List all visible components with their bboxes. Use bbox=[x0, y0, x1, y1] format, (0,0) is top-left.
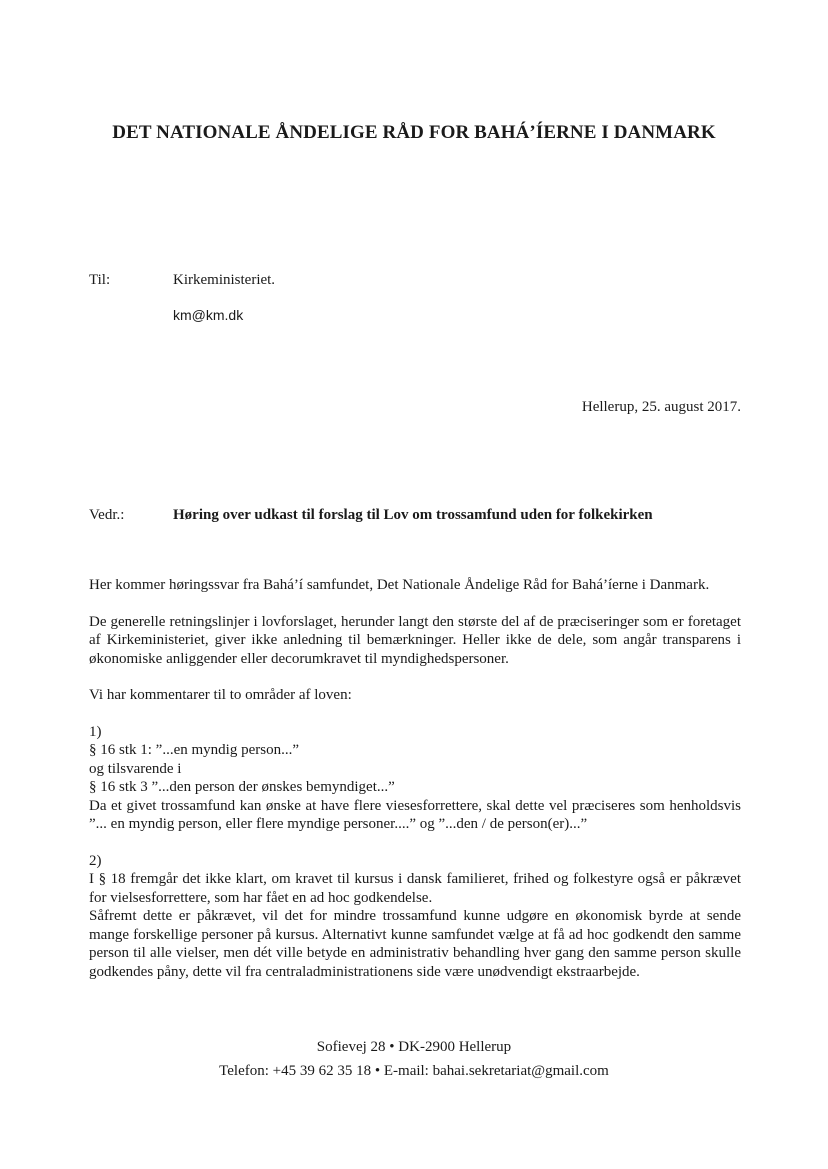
item1-paragraph: Da et givet trossamfund kan ønske at have flere viesesforrettere, skal dette vel præciseres som henholdsvis ”... en myndig person, eller flere myndige personer....” og ”...den / de person(er)...” bbox=[89, 797, 741, 832]
intro-paragraph: Her kommer høringssvar fra Bahá’í samfundet, Det Nationale Åndelige Råd for Bahá’íerne i Danmark. bbox=[89, 577, 710, 593]
footer-contact: Telefon: +45 39 62 35 18 • E-mail: bahai.sekretariat@gmail.com bbox=[219, 1063, 609, 1079]
subject-label: Vedr.: bbox=[89, 507, 125, 523]
recipient-label: Til: bbox=[89, 272, 111, 288]
letter-body bbox=[89, 576, 741, 981]
recipient-email: km@km.dk bbox=[173, 307, 244, 323]
comments-intro: Vi har kommentarer til to områder af loven: bbox=[89, 687, 352, 703]
letterhead-title: DET NATIONALE ÅNDELIGE RÅD FOR BAHÁ’ÍERNE I DANMARK bbox=[112, 122, 716, 143]
footer-address: Sofievej 28 • DK-2900 Hellerup bbox=[316, 1039, 512, 1055]
recipient-name: Kirkeministeriet. bbox=[173, 272, 276, 288]
item1-line2: og tilsvarende i bbox=[89, 760, 182, 777]
item1-line3: § 16 stk 3 ”...den person der ønskes bemyndiget...” bbox=[89, 779, 395, 795]
item1-number: 1) bbox=[89, 723, 102, 740]
item1-line1: § 16 stk 1: ”...en myndig person...” bbox=[89, 742, 299, 758]
general-paragraph: De generelle retningslinjer i lovforslaget, herunder langt den største del af de præciseringer som er foretaget af Kirkeministeriet, giver ikke anledning til bemærkninger. Heller ikke de dele, som angår transparens i økonomiske anliggender eller decorumkravet til myndighedspersoner. bbox=[89, 613, 741, 667]
subject-text: Høring over udkast til forslag til Lov om trossamfund uden for folkekirken bbox=[173, 507, 653, 523]
item2-paragraph2: Såfremt dette er påkrævet, vil det for mindre trossamfund kunne udgøre en økonomisk byrde at sende mange forskellige personer på kursus. Alternativt kunne samfundet vælge at få ad hoc godkendt den samme person til alle vielser, men dét ville betyde en administrativ behandling hver gang den samme person skulle godkendes påny, dette vil fra centraladministrationens side være unødvendigt ekstraarbejde. bbox=[89, 908, 741, 980]
item2-number: 2) bbox=[89, 852, 102, 869]
dateline: Hellerup, 25. august 2017. bbox=[581, 399, 741, 415]
item2-paragraph1: I § 18 fremgår det ikke klart, om kravet til kursus i dansk familieret, frihed og folkestyre også er påkrævet for vielsesforrettere, som har fået en ad hoc godkendelse. bbox=[89, 871, 741, 906]
